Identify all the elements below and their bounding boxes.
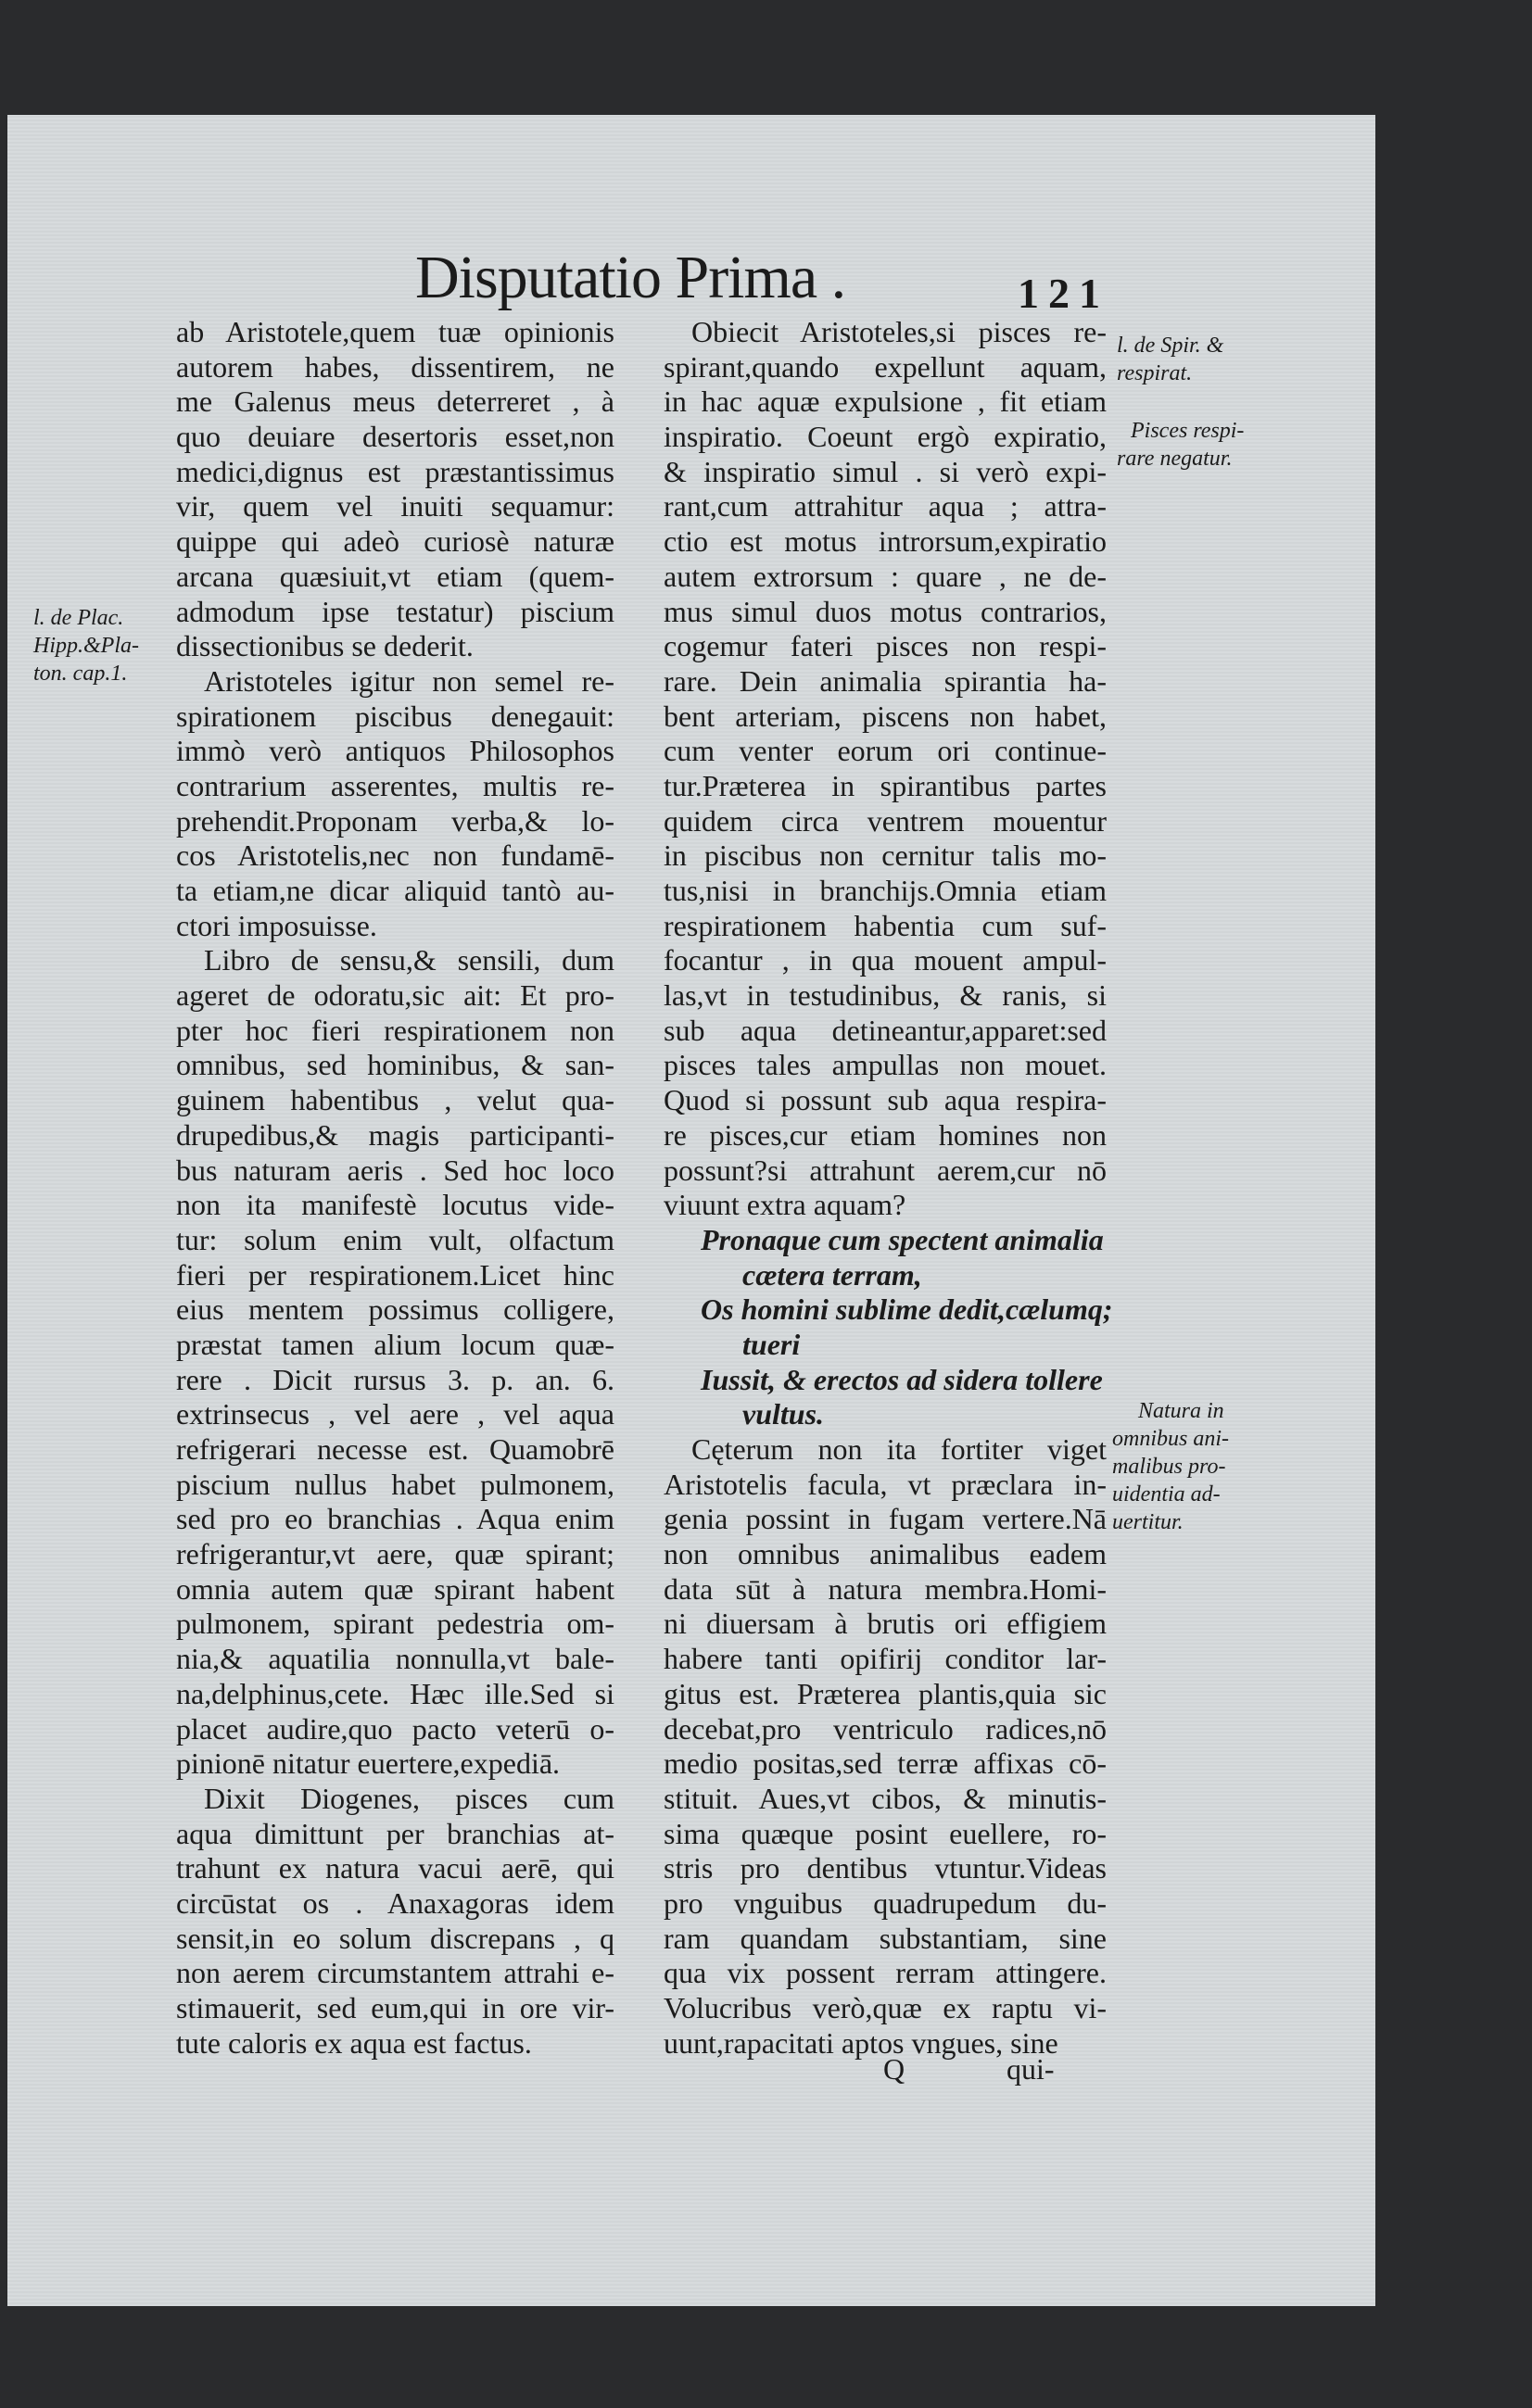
text-line: dissectionibus se dederit. (176, 629, 474, 663)
text-line: pisces tales ampullas non mouet. (664, 1048, 1107, 1082)
text-line: genia possint in fugam vertere.Nā (664, 1502, 1107, 1536)
text-line: tueri (742, 1327, 801, 1361)
text-line: vultus. (742, 1397, 825, 1431)
text-line: gitus est. Præterea plantis,quia sic (664, 1676, 1107, 1710)
text-line: sima quæque posint euellere, ro- (664, 1816, 1107, 1850)
text-line: ctori imposuisse. (176, 908, 377, 942)
text-line: omnibus, sed hominibus, & san- (176, 1048, 614, 1082)
margin-note-line: l. de Plac. (33, 606, 124, 630)
left-text-column (176, 315, 614, 2061)
text-line: non ita manifestè locutus vide- (176, 1188, 614, 1222)
text-line: pro vnguibus quadrupedum du- (664, 1885, 1107, 1920)
text-line: uunt,rapacitati aptos vngues, sine (664, 2025, 1058, 2060)
text-line: prehendit.Proponam verba,& lo- (176, 803, 614, 838)
margin-note-line: Hipp.&Pla- (33, 634, 139, 658)
text-line: stris pro dentibus vtuntur.Videas (664, 1851, 1107, 1885)
text-line: cos Aristotelis,nec non fundamē- (176, 838, 614, 873)
text-line: autem extrorsum : quare , ne de- (664, 559, 1107, 593)
text-line: medio positas,sed terræ affixas cō- (664, 1746, 1107, 1781)
text-line: Libro de sensu,& sensili, dum (204, 943, 614, 977)
text-line: tute caloris ex aqua est factus. (176, 2025, 532, 2060)
margin-note-right-3 (1112, 1397, 1229, 1536)
text-line: sensit,in eo solum discrepans , q (176, 1921, 614, 1955)
text-line: in piscibus non cernitur talis mo- (664, 838, 1107, 873)
text-line: respirationem habentia cum suf- (664, 908, 1107, 942)
text-line: rare. Dein animalia spirantia ha- (664, 663, 1107, 698)
text-line: rere . Dicit rursus 3. p. an. 6. (176, 1362, 614, 1396)
text-line: pulmonem, spirant pedestria om- (176, 1607, 614, 1641)
text-line: data sūt à natura membra.Homi- (664, 1571, 1107, 1606)
text-line: ni diuersam à brutis ori effigiem (664, 1607, 1107, 1641)
text-line: rant,cum attrahitur aqua ; attra- (664, 489, 1107, 523)
text-line: refrigerantur,vt aere, quæ spirant; (176, 1537, 614, 1571)
text-line: arcana quæsiuit,vt etiam (quem- (176, 559, 614, 593)
text-line: medici,dignus est præstantissimus (176, 454, 614, 488)
text-line: stimauerit, sed eum,qui in ore vir- (176, 1991, 614, 2024)
text-line: non omnibus animalibus eadem (664, 1537, 1107, 1571)
margin-note-line: Natura in (1138, 1399, 1224, 1423)
text-line: cætera terram, (742, 1257, 922, 1292)
signature-mark: Q (883, 2052, 905, 2086)
margin-note-right-1 (1117, 332, 1223, 387)
text-line: guinem habentibus , velut qua- (176, 1083, 614, 1117)
running-head-title: Disputatio Prima . (415, 244, 846, 311)
text-line: immò verò antiquos Philosophos (176, 734, 614, 768)
text-line: bent arteriam, piscens non habet, (664, 699, 1107, 733)
margin-note-line: omnibus ani- (1112, 1427, 1229, 1451)
margin-note-line: uertitur. (1112, 1510, 1184, 1534)
text-line: stituit. Aues,vt cibos, & minutis- (664, 1781, 1107, 1815)
margin-note-line: rare negatur. (1117, 447, 1233, 471)
text-line: Os homini sublime dedit,cælumq; (701, 1292, 1113, 1327)
text-line: las,vt in testudinibus, & ranis, si (664, 978, 1107, 1013)
text-line: quo deuiare desertoris esset,non (176, 420, 614, 454)
text-line: spirant,quando expellunt aquam, (664, 349, 1107, 384)
text-line: omnia autem quæ spirant habent (176, 1571, 614, 1606)
text-line: mus simul duos motus contrarios, (664, 594, 1107, 628)
text-line: pinionē nitatur euertere,expediā. (176, 1746, 561, 1781)
text-line: spirationem piscibus denegauit: (176, 699, 614, 733)
text-line: admodum ipse testatur) piscium (176, 594, 614, 628)
margin-note-line: malibus pro- (1112, 1455, 1226, 1479)
margin-note-left (33, 604, 139, 687)
text-line: na,delphinus,cete. Hæc ille.Sed si (176, 1676, 614, 1710)
text-line: nia,& aquatilia nonnulla,vt bale- (176, 1642, 614, 1676)
text-line: ab Aristotele,quem tuæ opinionis (176, 315, 614, 348)
catchword: qui- (1007, 2052, 1055, 2086)
text-line: habere tanti opifirij conditor lar- (664, 1642, 1107, 1676)
text-line: sed pro eo branchias . Aqua enim (176, 1502, 614, 1536)
text-line: Aristotelis facula, vt præclara in- (664, 1467, 1107, 1501)
text-line: vir, quem vel inuiti sequamur: (176, 489, 614, 523)
text-line: eius mentem possimus colligere, (176, 1292, 614, 1327)
text-line: cogemur fateri pisces non respi- (664, 629, 1107, 663)
text-line: in hac aquæ expulsione , fit etiam (664, 385, 1107, 419)
text-line: & inspiratio simul . si verò expi- (664, 454, 1107, 488)
text-line: aqua dimittunt per branchias at- (176, 1816, 614, 1850)
page-number: 121 (1018, 270, 1109, 317)
text-line: Aristoteles igitur non semel re- (204, 663, 614, 698)
margin-note-right-2 (1117, 417, 1244, 473)
text-line: re pisces,cur etiam homines non (664, 1117, 1107, 1152)
text-line: drupedibus,& magis participanti- (176, 1117, 614, 1152)
text-line: sub aqua detineantur,apparet:sed (664, 1013, 1107, 1047)
text-line: inspiratio. Coeunt ergò expiratio, (664, 420, 1107, 454)
text-line: me Galenus meus deterreret , à (176, 385, 614, 419)
margin-note-line: respirat. (1117, 361, 1193, 385)
text-line: qua vix possent rerram attingere. (664, 1956, 1107, 1990)
text-line: quippe qui adeò curiosè naturæ (176, 524, 614, 559)
text-line: ctio est motus introrsum,expiratio (664, 524, 1107, 559)
text-line: piscium nullus habet pulmonem, (176, 1467, 614, 1501)
text-line: decebat,pro ventriculo radices,nō (664, 1711, 1107, 1746)
text-line: tur: solum enim vult, olfactum (176, 1222, 614, 1256)
text-line: tus,nisi in branchijs.Omnia etiam (664, 874, 1107, 907)
text-line: circūstat os . Anaxagoras idem (176, 1885, 614, 1920)
text-line: cum venter eorum ori continue- (664, 734, 1107, 768)
text-line: focantur , in qua mouent ampul- (664, 943, 1107, 977)
margin-note-line: uidentia ad- (1112, 1482, 1221, 1507)
text-line: placet audire,quo pacto veterū o- (176, 1711, 614, 1746)
text-line: Cęterum non ita fortiter viget (691, 1432, 1107, 1466)
text-line: non aerem circumstantem attrahi e- (176, 1956, 614, 1990)
text-line: tur.Præterea in spirantibus partes (664, 768, 1107, 802)
margin-note-line: l. de Spir. & (1117, 334, 1224, 358)
text-line: Volucribus verò,quæ ex raptu vi- (664, 1991, 1107, 2024)
text-line: ageret de odoratu,sic ait: Et pro- (176, 978, 614, 1013)
text-line: ta etiam,ne dicar aliquid tantò au- (176, 874, 614, 907)
text-line: Quod si possunt sub aqua respira- (664, 1083, 1107, 1117)
text-line: ram quandam substantiam, sine (664, 1921, 1107, 1955)
text-line: trahunt ex natura vacui aerē, qui (176, 1851, 614, 1885)
text-line: Obiecit Aristoteles,si pisces re- (691, 315, 1107, 348)
text-line: possunt?si attrahunt aerem,cur nō (664, 1153, 1107, 1187)
text-line: Dixit Diogenes, pisces cum (204, 1781, 614, 1815)
text-line: contrarium asserentes, multis re- (176, 768, 614, 802)
right-text-column (664, 315, 1113, 2061)
text-line: extrinsecus , vel aere , vel aqua (176, 1397, 614, 1431)
text-line: quidem circa ventrem mouentur (664, 803, 1107, 838)
text-line: autorem habes, dissentirem, ne (176, 349, 614, 384)
text-line: pter hoc fieri respirationem non (176, 1013, 614, 1047)
margin-note-line: Pisces respi- (1131, 419, 1245, 443)
text-line: Pronaque cum spectent animalia (701, 1222, 1104, 1256)
text-line: fieri per respirationem.Licet hinc (176, 1257, 614, 1292)
margin-note-line: ton. cap.1. (33, 662, 128, 686)
text-line: viuunt extra aquam? (664, 1188, 906, 1222)
text-line: bus naturam aeris . Sed hoc loco (176, 1153, 614, 1187)
text-line: refrigerari necesse est. Quamobrē (176, 1432, 614, 1466)
text-line: præstat tamen alium locum quæ- (176, 1327, 614, 1361)
text-line: Iussit, & erectos ad sidera tollere (701, 1362, 1103, 1396)
